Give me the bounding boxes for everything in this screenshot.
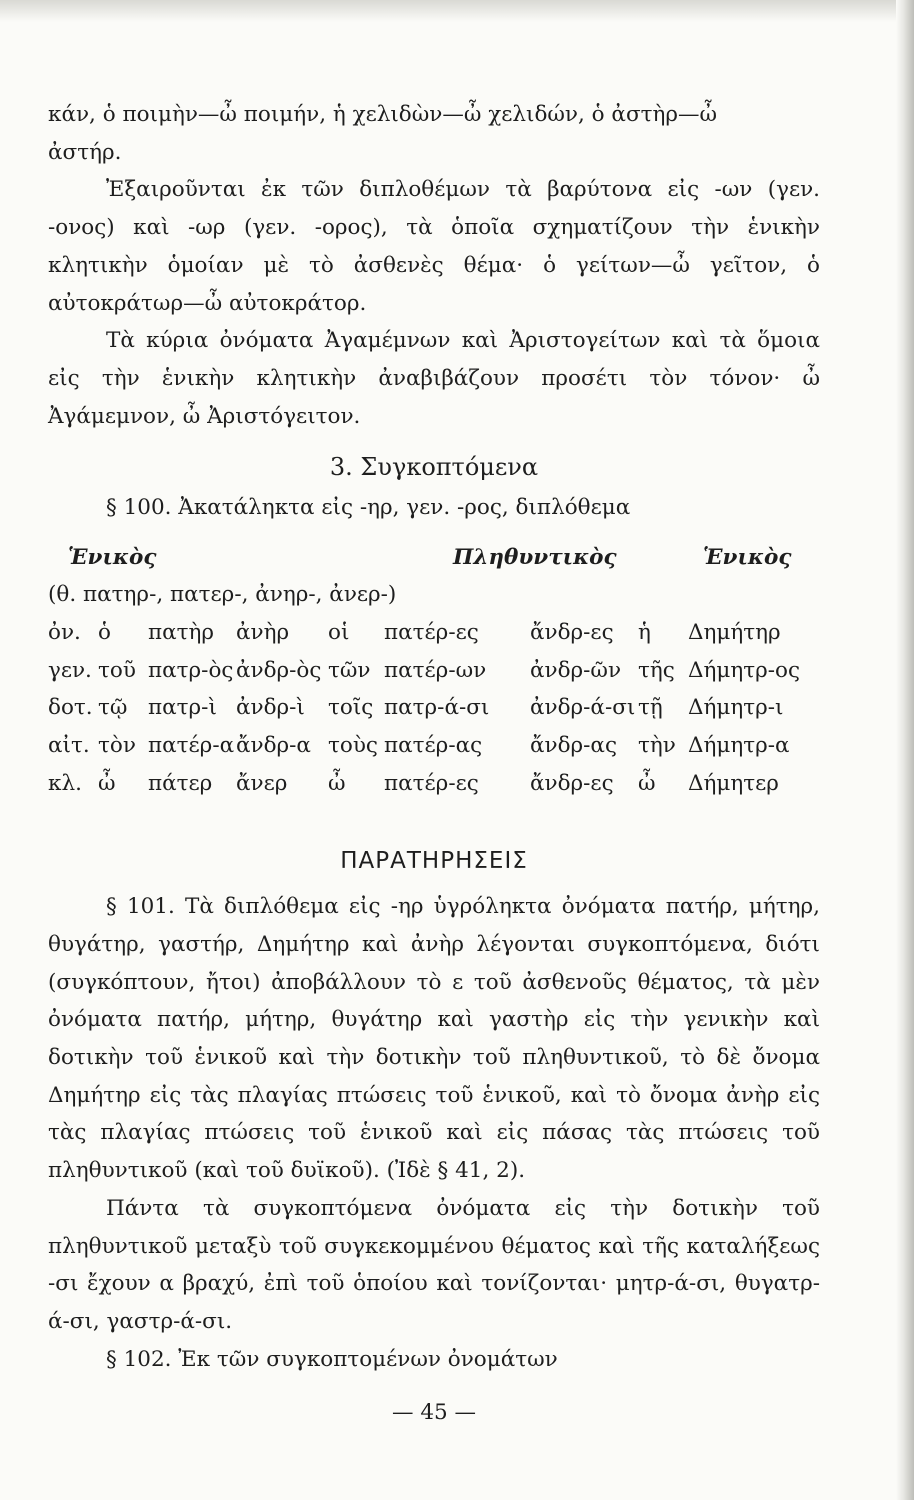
table-header-row	[48, 539, 820, 577]
section-heading: 3. Συγκοπτόμενα	[329, 453, 539, 482]
cell-p2: ἀνδρ-ῶν	[530, 657, 622, 683]
header-singular-left: Ἑνικὸς	[68, 544, 157, 570]
cell-art2: τῇ	[638, 695, 663, 721]
cell-f1: πατέρ-α	[148, 733, 235, 759]
table-row	[48, 765, 820, 803]
cell-p1: πατρ-ά-σι	[384, 695, 490, 721]
cell-p2: ἄνδρ-ας	[530, 733, 617, 759]
binding-shadow	[896, 0, 914, 1500]
cell-p1: πατέρ-ες	[384, 620, 479, 646]
cell-art2: τῆς	[638, 657, 675, 683]
cell-case: γεν.	[48, 657, 92, 683]
cell-p2: ἄνδρ-ες	[530, 620, 614, 646]
paragraph-dative-plural: Πάντα τὰ συγκοπτόμενα ὀνόματα εἰς τὴν δοτικὴν τοῦ πληθυντικοῦ μεταξὺ τοῦ συγκεκομμένου θέματος καὶ τῆς καταλήξεως -σι ἔχουν α βραχύ, ἐπὶ τοῦ ὁποίου καὶ τονίζονται· μητρ-ά-σι, θυγατρ-ά-σι, γαστρ-ά-σι.	[48, 1195, 820, 1334]
paragraph-proper-names: Τὰ κύρια ὀνόματα Ἀγαμέμνων καὶ Ἀριστογείτων καὶ τὰ ὅμοια εἰς τὴν ἑνικὴν κλητικὴν ἀναβιβάζουν προσέτι τὸν τόνον· ὦ Ἀγάμεμνον, ὦ Ἀριστόγειτον.	[48, 328, 820, 429]
cell-case: ὀν.	[48, 620, 81, 646]
intro-line-1: κάν, ὁ ποιμὴν—ὦ ποιμήν, ἡ χελιδὼν—ὦ χελιδών, ὁ ἀστὴρ—ὦ	[48, 102, 718, 127]
declension-table	[48, 539, 820, 803]
table-row	[48, 614, 820, 652]
table-row	[48, 652, 820, 690]
page-text	[48, 96, 820, 1432]
paragraph-exceptions: Ἐξαιροῦνται ἐκ τῶν διπλοθέμων τὰ βαρύτονα εἰς -ων (γεν. -ονος) καὶ -ωρ (γεν. -ορος), τὰ ὁποῖα σχηματίζουν τὴν ἑνικὴν κλητικὴν ὁμοίαν μὲ τὸ ἀσθενὲς θέμα· ὁ γείτων—ὦ γεῖτον, ὁ αὐτοκράτωρ—ὦ αὐτοκράτορ.	[48, 177, 820, 316]
table-rows	[48, 614, 820, 802]
cell-art2: τὴν	[638, 733, 676, 759]
cell-part: τῶν	[328, 657, 371, 683]
cell-f2: ἄνερ	[236, 770, 288, 796]
cell-art2: ἡ	[638, 620, 651, 646]
section-101: § 101. Τὰ διπλόθεμα εἰς -ηρ ὑγρόληκτα ὀνόματα πατήρ, μήτηρ, θυγάτηρ, γαστήρ, Δημήτηρ καὶ ἀνὴρ λέγονται συγκοπτόμενα, διότι (συγκόπτουν, ἤτοι) ἀποβάλλουν τὸ ε τοῦ ἀσθενοῦς θέματος, τὰ μὲν ὀνόματα πατήρ, μήτηρ, θυγάτηρ καὶ γαστὴρ εἰς τὴν γενικὴν καὶ δοτικὴν τοῦ ἑνικοῦ καὶ τὴν δοτικὴν τοῦ πληθυντικοῦ, τὸ δὲ ὄνομα Δημήτηρ εἰς τὰς πλαγίας πτώσεις τοῦ ἑνικοῦ, καὶ τὸ ὄνομα ἀνὴρ εἰς τὰς πλαγίας πτώσεις τοῦ ἑνικοῦ καὶ εἰς πάσας τὰς πτώσεις τοῦ πληθυντικοῦ (καὶ τοῦ δυϊκοῦ). (Ἰδὲ § 41, 2).	[48, 894, 820, 1184]
cell-p2: ἄνδρ-ες	[530, 770, 614, 796]
cell-case: δοτ.	[48, 695, 93, 721]
cell-f3: Δήμητερ	[688, 770, 779, 796]
cell-case: κλ.	[48, 770, 82, 796]
top-edge-shadow	[0, 0, 914, 22]
cell-part: τοὺς	[328, 733, 378, 759]
cell-f1: πατὴρ	[148, 620, 215, 646]
cell-f1: πάτερ	[148, 770, 213, 796]
cell-f2: ἀνὴρ	[236, 620, 290, 646]
cell-art: τῷ	[98, 695, 128, 721]
cell-part: οἱ	[328, 620, 350, 646]
cell-art: τοῦ	[98, 657, 136, 683]
cell-f1: πατρ-ὸς	[148, 657, 234, 683]
table-row	[48, 727, 820, 765]
cell-art: ὁ	[98, 620, 111, 646]
header-plural: Πληθυντικὸς	[453, 544, 617, 570]
themes-line: (θ. πατηρ-, πατερ-, ἀνηρ-, ἀνερ-)	[48, 582, 397, 608]
cell-p1: πατέρ-ες	[384, 770, 479, 796]
cell-case: αἰτ.	[48, 733, 90, 759]
cell-part: τοῖς	[328, 695, 374, 721]
cell-p2: ἀνδρ-ά-σι	[530, 695, 636, 721]
cell-f2: ἀνδρ-ὸς	[236, 657, 322, 683]
cell-f3: Δήμητρ-ι	[688, 695, 784, 721]
cell-p1: πατέρ-ων	[384, 657, 487, 683]
cell-art2: ὦ	[638, 770, 656, 796]
page-number: — 45 —	[391, 1400, 477, 1426]
table-row	[48, 689, 820, 727]
cell-art: ὦ	[98, 770, 116, 796]
table-themes-row	[48, 576, 820, 614]
cell-art: τὸν	[98, 733, 136, 759]
cell-f1: πατρ-ὶ	[148, 695, 217, 721]
section-100: § 100. Ἀκατάληκτα εἰς -ηρ, γεν. -ρος, διπλόθεμα	[106, 495, 631, 521]
cell-f2: ἄνδρ-α	[236, 733, 311, 759]
cell-f2: ἀνδρ-ὶ	[236, 695, 305, 721]
cell-f3: Δήμητρ-ος	[688, 657, 801, 683]
intro-line-2: ἀστήρ.	[48, 139, 122, 165]
cell-p1: πατέρ-ας	[384, 733, 483, 759]
header-singular-right: Ἑνικὸς	[703, 544, 792, 570]
cell-part: ὦ	[328, 770, 346, 796]
cell-f3: Δημήτηρ	[688, 620, 781, 646]
section-102: § 102. Ἐκ τῶν συγκοπτομένων ὀνομάτων	[106, 1346, 558, 1372]
remarks-title: ΠΑΡΑΤΗΡΗΣΕΙΣ	[340, 847, 528, 874]
cell-f3: Δήμητρ-α	[688, 733, 790, 759]
